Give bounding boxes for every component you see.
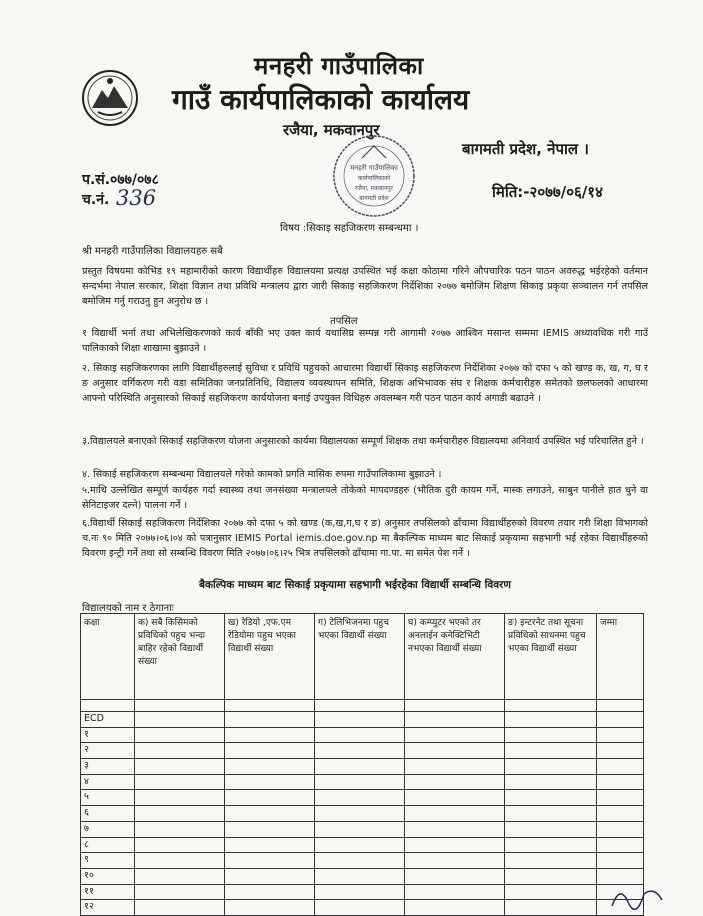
table-cell <box>505 868 597 884</box>
table-row <box>81 853 644 869</box>
table-cell <box>405 853 505 869</box>
province-name: बागमती प्रदेश, नेपाल । <box>462 140 589 158</box>
table-cell <box>315 806 405 822</box>
table-cell <box>505 727 597 743</box>
table-cell <box>505 884 597 900</box>
table-row <box>81 727 644 743</box>
table-cell <box>405 806 505 822</box>
dispatch-number-label: च.नं. <box>82 192 110 208</box>
table-cell <box>315 884 405 900</box>
table-cell <box>225 806 315 822</box>
table-title: बैकल्पिक माध्यम बाट सिकाई प्रकृयामा सहभागी भईरहेका विद्यार्थी सम्बन्धि विवरण <box>199 579 511 591</box>
table-cell <box>405 900 505 916</box>
col-header-computer-offline: घ) कम्प्युटर भएको तर अनलाईन कनेक्टिभिटी नभएका विद्यार्थी संख्या <box>405 614 505 700</box>
table-cell <box>597 837 644 853</box>
office-location: रजैया, मकवानपुर <box>283 121 380 139</box>
svg-text:बागमती प्रदेश: बागमती प्रदेश <box>359 195 389 202</box>
class-label: १२ <box>81 900 135 916</box>
reference-number: प.सं.०७७/०७८ <box>82 172 159 188</box>
table-cell <box>597 774 644 790</box>
table-cell <box>315 774 405 790</box>
table-cell <box>315 727 405 743</box>
class-label: १० <box>81 868 135 884</box>
table-cell <box>135 759 225 775</box>
col-header-radio: ख) रेडियो ,एफ.एम रेडियोमा पहुच भएका विद्यार्थी संख्या <box>225 614 315 700</box>
table-cell <box>505 743 597 759</box>
table-header-row <box>81 614 644 700</box>
table-cell <box>315 712 405 728</box>
class-label: ५ <box>81 790 135 806</box>
table-cell <box>225 853 315 869</box>
instruction-item: ५.माथि उल्लेखित सम्पूर्ण कार्यहरु गर्दा स्वास्थ्य तथा जनसंख्या मन्त्रालयले तोकेको मापदण्डहरु (भौतिक दुरी कायम गर्ने, मास्क लगाउने, साबुन पानीले हात धुने वा सेनिटाइजर दल्ने) पालना गर्ने । <box>82 485 648 511</box>
table-cell <box>405 884 505 900</box>
table-cell <box>597 790 644 806</box>
class-label: ECD <box>81 712 135 728</box>
table-cell <box>225 759 315 775</box>
table-cell <box>597 759 644 775</box>
table-cell <box>405 774 505 790</box>
class-label: ३ <box>81 759 135 775</box>
class-label: ११ <box>81 884 135 900</box>
office-name: गाउँ कार्यपालिकाको कार्यालय <box>172 83 470 116</box>
col-header-television: ग) टेलिभिजनमा पहुच भएका विद्यार्थी संख्या <box>315 614 405 700</box>
table-row <box>81 774 644 790</box>
table-cell <box>405 727 505 743</box>
table-cell <box>225 821 315 837</box>
col-header-internet: ङ) इन्टरनेट तथा सूचना प्रविधिको साधनमा पहुच भएका विद्यार्थी संख्या <box>505 614 597 700</box>
letter-addressee: श्री मनहरी गाउँपालिका विद्यालयहरु सबै <box>82 246 223 257</box>
table-cell <box>505 759 597 775</box>
svg-text:मनहरी गाउँपालिका: मनहरी गाउँपालिका <box>350 164 398 172</box>
table-cell <box>315 790 405 806</box>
instruction-item: ६.विद्यार्थी सिकाई सहजिकरण निर्देशिका २०७७ को दफा ५ को खण्ड (क,ख,ग,घ र ङ) अनुसार तपसिलको ढाँचामा विद्यार्थीहरुको विवरण तयार गरी शिक्षा विभागको च.नः ९० मिति २०७७।०६।०४ को पत्रानुसार IEMIS Portal iemis.doe.gov.np मा बैकल्पिक माध्यम बाट सिकाई प्रकृयामा सहभागी भई रहेका विद्यार्थीहरुको विवरण इन्ट्री गर्ने तथा सो सम्बन्धि विवरण मिति २०७७।०६।२५ भित्र तपसिलको ढाँचामा गा.पा. मा समेत पेश गर्ने । <box>82 518 648 559</box>
table-row <box>81 743 644 759</box>
table-row <box>81 759 644 775</box>
col-header-class: कक्षा <box>81 614 135 700</box>
intro-paragraph: प्रस्तुत विषयमा कोभिड १९ महामारीको कारण विद्यार्थीहरु विद्यालयमा प्रत्यक्ष उपस्थित भई कक्षा कोठामा गरिने औपचारिक पठन पाठन अवरुद्ध भईरहेको वर्तमान सन्दर्भमा नेपाल सरकार, शिक्षा विज्ञान तथा प्रविधि मन्त्रालय द्वारा जारी सिकाइ सहजिकरण निर्देशिका २०७७ बमोजिम शिक्षण सिकाइ प्रकृया सञ्चालन गर्न तपसिल बमोजिम गर्नु गराउनु हुन अनुरोध छ । <box>82 266 648 307</box>
tapsil-heading: तपसिल <box>330 316 358 327</box>
table-cell <box>135 884 225 900</box>
table-row <box>81 821 644 837</box>
table-row <box>81 712 644 728</box>
table-cell <box>225 774 315 790</box>
table-cell <box>225 868 315 884</box>
table-cell <box>597 806 644 822</box>
table-cell <box>135 790 225 806</box>
instruction-item: २. सिकाइ सहजिकरणका लागि विद्यार्थीहरुलाई सुविधा र प्रविधि पहुचको आधारमा विद्यार्थी सिकाइ सहजिकरण निर्देशिका २०७७ को दफा ५ को खण्ड क, ख, ग, घ र ङ अनुसार वर्गिकरण गरी वडा समितिका जनप्रतिनिधि, विद्यालय व्यवस्थापन समिति, शिक्षक अभिभावक संघ र शिक्षक कर्मचारीहरु समेतको छलफलको आधारमा आफ्नो परिस्थिति अनुसारको सिकाई सहजिकरण कार्ययोजना बनाई उपयुक्त विधिहरु अवलम्बन गरी पठन पाठन कार्य अगाडी बढाउने । <box>82 363 648 404</box>
table-cell <box>135 774 225 790</box>
table-row <box>81 884 644 900</box>
class-label: २ <box>81 743 135 759</box>
table-cell <box>405 868 505 884</box>
table-cell <box>505 712 597 728</box>
nepal-emblem-icon <box>80 68 140 128</box>
svg-text:रजैया, मकवानपुर: रजैया, मकवानपुर <box>354 185 394 192</box>
table-cell <box>597 727 644 743</box>
table-cell <box>505 837 597 853</box>
table-cell <box>315 743 405 759</box>
table-cell <box>135 868 225 884</box>
table-cell <box>135 853 225 869</box>
class-label: ८ <box>81 837 135 853</box>
table-cell <box>597 712 644 728</box>
school-name-label: विद्यालयको नाम र ठेगानाः <box>82 603 174 614</box>
table-cell <box>405 837 505 853</box>
table-cell <box>135 712 225 728</box>
table-cell <box>505 790 597 806</box>
table-cell <box>225 712 315 728</box>
table-cell <box>225 884 315 900</box>
office-stamp <box>328 130 420 222</box>
table-row <box>81 868 644 884</box>
table-row <box>81 806 644 822</box>
municipality-name: मनहरी गाउँपालिका <box>254 52 424 80</box>
table-cell <box>597 821 644 837</box>
table-row <box>81 700 644 712</box>
table-cell <box>315 821 405 837</box>
table-cell <box>135 821 225 837</box>
class-label: १ <box>81 727 135 743</box>
table-row <box>81 837 644 853</box>
class-label: ६ <box>81 806 135 822</box>
svg-text:कार्यपालिकाको: कार्यपालिकाको <box>357 175 391 182</box>
table-cell <box>597 853 644 869</box>
table-cell <box>505 900 597 916</box>
table-cell <box>315 868 405 884</box>
table-cell <box>505 806 597 822</box>
table-cell <box>135 806 225 822</box>
table-cell <box>225 837 315 853</box>
table-cell <box>135 837 225 853</box>
table-cell <box>315 759 405 775</box>
table-cell <box>597 743 644 759</box>
instruction-item: ३.विद्यालयले बनाएको सिकाई सहजिकरण योजना अनुसारको कार्यमा विद्यालयका सम्पूर्ण शिक्षक तथा कर्मचारीहरु विद्यालयमा अनिवार्य उपस्थित भई परिचालित हुने । <box>82 436 644 447</box>
table-cell <box>315 900 405 916</box>
table-cell <box>315 837 405 853</box>
dispatch-number-handwritten: 336 <box>116 186 157 210</box>
table-cell <box>315 853 405 869</box>
table-cell <box>405 790 505 806</box>
table-row <box>81 900 644 916</box>
instruction-item: ४. सिकाई सहजिकरण सम्बन्धमा विद्यालयले गरेको कामको प्रगति मासिक रुपमा गाउँपालिकामा बुझाउने । <box>82 469 442 480</box>
table-cell <box>225 743 315 759</box>
class-label: ७ <box>81 821 135 837</box>
table-cell <box>505 853 597 869</box>
table-cell <box>225 900 315 916</box>
table-cell <box>405 712 505 728</box>
class-label: ९ <box>81 853 135 869</box>
table-cell <box>405 821 505 837</box>
table-cell <box>135 743 225 759</box>
table-body <box>81 700 644 916</box>
table-cell <box>225 727 315 743</box>
col-header-no-access: क) सबै किसिमको प्रविधिको पहुच भन्दा बाहिर रहेको विद्यार्थी संख्या <box>135 614 225 700</box>
table-cell <box>405 759 505 775</box>
student-details-table <box>80 613 644 916</box>
table-cell <box>505 821 597 837</box>
letter-date: मिति:-२०७७/०६/१४ <box>492 183 603 201</box>
table-row <box>81 790 644 806</box>
class-label: ४ <box>81 774 135 790</box>
letter-subject: विषय :सिकाइ सहजिकरण सम्बन्धमा । <box>280 223 419 234</box>
table-cell <box>135 727 225 743</box>
table-cell <box>505 774 597 790</box>
table-cell <box>135 900 225 916</box>
col-header-total: जम्मा <box>597 614 644 700</box>
instruction-item: १ विद्यार्थी भर्ना तथा अभिलेखिकरणको कार्य बाँकी भए उक्त कार्य यथासिघ्र सम्पन्न गरी आगामी २०७७ आश्विन मसान्त सम्ममा IEMIS अध्यावधिक गरी गाउँ पालिकाको शिक्षा शाखामा बुझाउने । <box>82 328 648 354</box>
table-cell <box>225 790 315 806</box>
signature-mark <box>610 880 680 910</box>
table-cell <box>405 743 505 759</box>
